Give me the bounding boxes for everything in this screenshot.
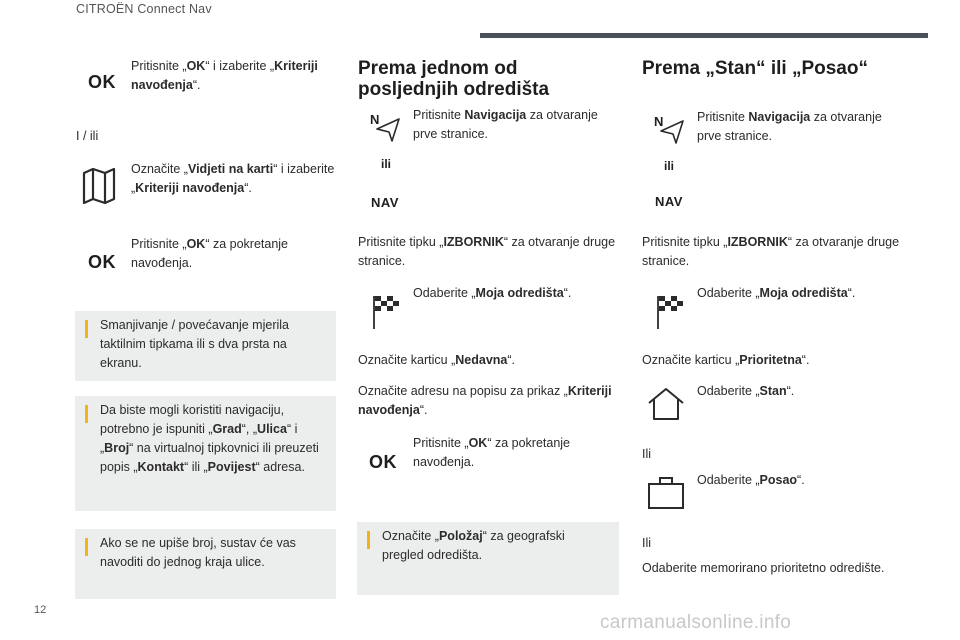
col3-step3: Odaberite „Moja odredišta“. <box>697 286 856 300</box>
note-text: Označite „Položaj“ za geografski pregled odredišta. <box>382 529 565 562</box>
col3-step6: Odaberite „Posao“. <box>697 473 805 487</box>
map-icon <box>82 168 116 204</box>
col2-step1: Pritisnite Navigacija za otvaranje prve stranice. <box>413 108 598 141</box>
navigation-n-icon <box>654 114 686 144</box>
note-marker <box>367 531 370 549</box>
ok-icon: OK <box>88 72 116 92</box>
section-title: Prema jednom od posljednjih odredišta <box>358 58 550 100</box>
col3-step1: Pritisnite Navigacija za otvaranje prve stranice. <box>697 110 882 143</box>
nav-icon: NAV <box>371 195 399 210</box>
note-text: Smanjivanje / povećavanje mjerila taktilnim tipkama ili s dva prsta na ekranu. <box>100 318 289 370</box>
col3-step5: Odaberite „Stan“. <box>697 384 795 398</box>
ok-icon: OK <box>369 452 397 472</box>
note-box <box>357 522 619 595</box>
or-label: ili <box>381 157 392 171</box>
section-title: Prema „Stan“ ili „Posao“ <box>642 58 868 79</box>
page-number: 12 <box>34 604 47 616</box>
col1-step3: Pritisnite „OK“ za pokretanje navođenja. <box>131 237 289 270</box>
ok-icon: OK <box>88 252 116 272</box>
col2-step5: Označite adresu na popisu za prikaz „Kriteriji navođenja“. <box>358 384 612 417</box>
note-text: Ako se ne upiše broj, sustav će vas navoditi do jednog kraja ulice. <box>100 536 296 569</box>
navigation-n-icon <box>370 112 402 142</box>
note-marker <box>85 538 88 556</box>
home-icon <box>647 387 685 421</box>
nav-icon: NAV <box>655 194 683 209</box>
svg-text:N: N <box>370 112 380 127</box>
col3-or: Ili <box>642 447 652 461</box>
col1-or: I / ili <box>76 129 99 143</box>
col3-final: Odaberite memorirano prioritetno odredište. <box>642 561 885 575</box>
svg-text:N: N <box>654 114 664 129</box>
briefcase-icon <box>647 476 685 510</box>
note-box <box>75 396 336 511</box>
col2-step2: Pritisnite tipku „IZBORNIK“ za otvaranje druge stranice. <box>358 235 616 268</box>
checkered-flag-icon <box>656 294 684 330</box>
note-text: Da biste mogli koristiti navigaciju, potrebno je ispuniti „Grad“, „Ulica“ i „Broj“ na virtualnoj tipkovnici ili preuzeti popis „Kontakt“ ili „Povijest“ adresa. <box>100 403 319 474</box>
header-bar <box>480 33 928 38</box>
note-box <box>75 529 336 599</box>
note-box <box>75 311 336 381</box>
col3-or: Ili <box>642 536 652 550</box>
col1-step2: Označite „Vidjeti na karti“ i izaberite „Kriteriji navođenja“. <box>131 162 335 195</box>
col2-step6: Pritisnite „OK“ za pokretanje navođenja. <box>413 436 571 469</box>
col3-step2: Pritisnite tipku „IZBORNIK“ za otvaranje druge stranice. <box>642 235 900 268</box>
col2-step4: Označite karticu „Nedavna“. <box>358 353 516 367</box>
watermark: carmanualsonline.info <box>600 612 792 633</box>
checkered-flag-icon <box>372 294 400 330</box>
col1-step1: Pritisnite „OK“ i izaberite „Kriteriji navođenja“. <box>131 59 318 92</box>
col3-step4: Označite karticu „Prioritetna“. <box>642 353 810 367</box>
note-marker <box>85 405 88 423</box>
header-title: CITROËN Connect Nav <box>76 2 212 16</box>
col2-step3: Odaberite „Moja odredišta“. <box>413 286 572 300</box>
note-marker <box>85 320 88 338</box>
or-label: ili <box>664 159 675 173</box>
